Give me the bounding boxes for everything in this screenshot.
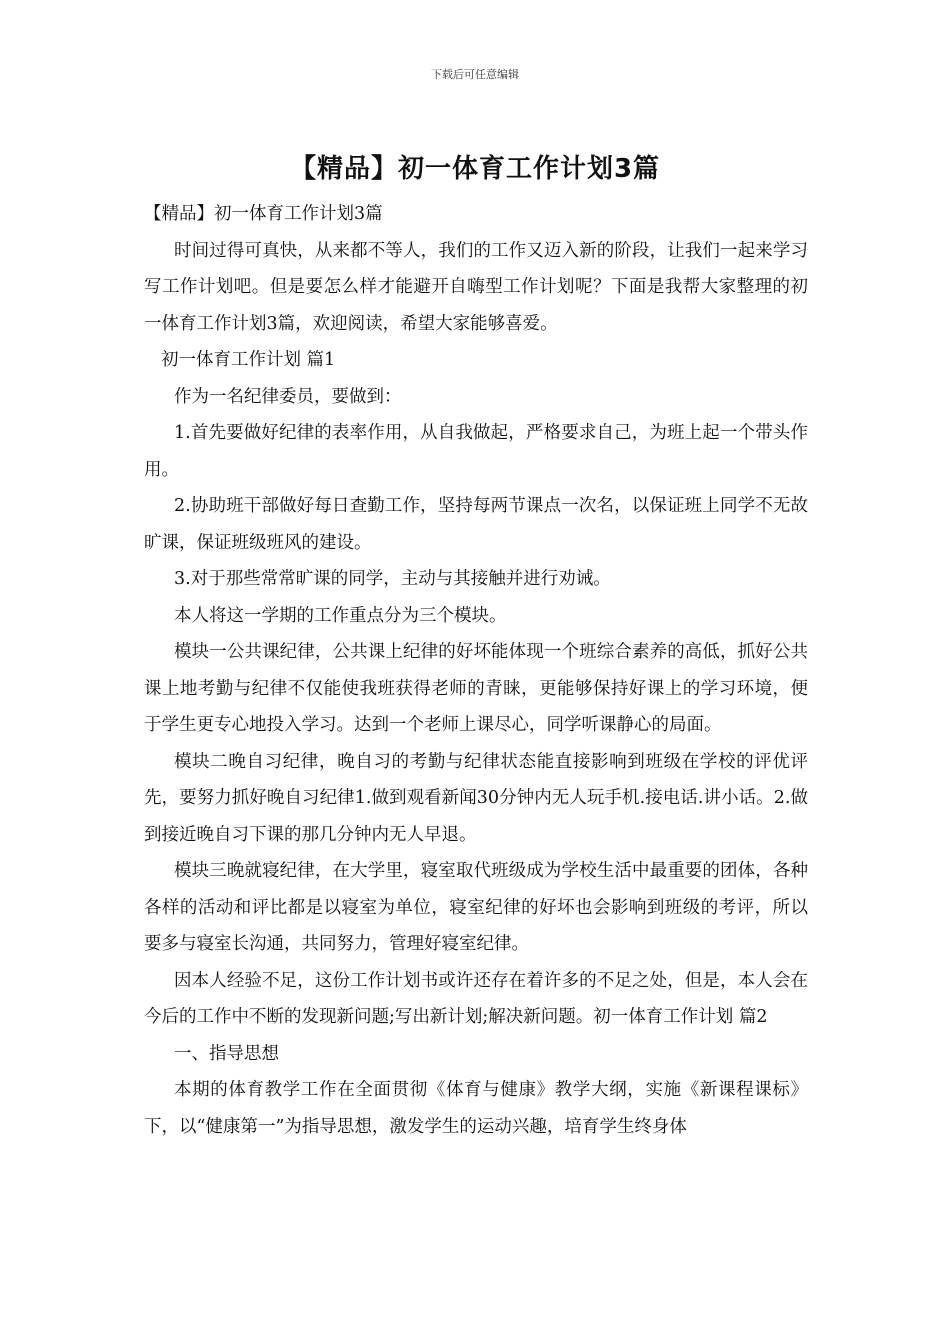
paragraph: 模块一公共课纪律，公共课上纪律的好坏能体现一个班综合素养的高低，抓好公共课上地考勤与纪律不仅能使我班获得老师的青睐，更能够保持好课上的学习环境，便于学生更专心地投入学习。达到一个老师上课尽心，同学听课静心的局面。: [144, 642, 808, 735]
section-heading: 一、指导思想: [174, 1043, 279, 1064]
document-body: [144, 196, 808, 1145]
paragraph: 2.协助班干部做好每日查勤工作，坚持每两节课点一次名，以保证班上同学不无故旷课，保证班级班风的建设。: [144, 496, 808, 553]
paragraph: 因本人经验不足，这份工作计划书或许还存在着许多的不足之处，但是，本人会在今后的工作中不断的发现新问题;写出新计划;解决新问题。初一体育工作计划 篇2: [144, 970, 808, 1027]
document-title: 【精品】初一体育工作计划3篇: [289, 154, 661, 184]
header-note: 下载后可任意编辑: [431, 68, 519, 81]
paragraph: 本期的体育教学工作在全面贯彻《体育与健康》教学大纲，实施《新课程课标》下，以“健康第一”为指导思想，激发学生的运动兴趣，培育学生终身体: [144, 1080, 808, 1137]
paragraph: 1.首先要做好纪律的表率作用，从自我做起，严格要求自己，为班上起一个带头作用。: [144, 423, 808, 480]
paragraph: 模块三晚就寝纪律，在大学里，寝室取代班级成为学校生活中最重要的团体，各种各样的活动和评比都是以寝室为单位，寝室纪律的好坏也会影响到班级的考评，所以要多与寝室长沟通，共同努力，管理好寝室纪律。: [144, 861, 808, 954]
paragraph: 模块二晚自习纪律，晚自习的考勤与纪律状态能直接影响到班级在学校的评优评先，要努力抓好晚自习纪律1.做到观看新闻30分钟内无人玩手机.接电话.讲小话。2.做到接近晚自习下课的那几分钟内无人早退。: [144, 751, 808, 845]
paragraph: 作为一名纪律委员，要做到：: [174, 386, 402, 407]
paragraph: 3.对于那些常常旷课的同学，主动与其接触并进行劝诫。: [174, 569, 611, 589]
section-heading: 初一体育工作计划 篇1: [161, 350, 336, 370]
paragraph: 时间过得可真快，从来都不等人，我们的工作又迈入新的阶段，让我们一起来学习写工作计划吧。但是要怎么样才能避开自嗨型工作计划呢？下面是我帮大家整理的初一体育工作计划3篇，欢迎阅读，希望大家能够喜爱。: [144, 240, 808, 334]
paragraph: 【精品】初一体育工作计划3篇: [144, 204, 383, 224]
paragraph: 本人将这一学期的工作重点分为三个模块。: [174, 605, 507, 626]
